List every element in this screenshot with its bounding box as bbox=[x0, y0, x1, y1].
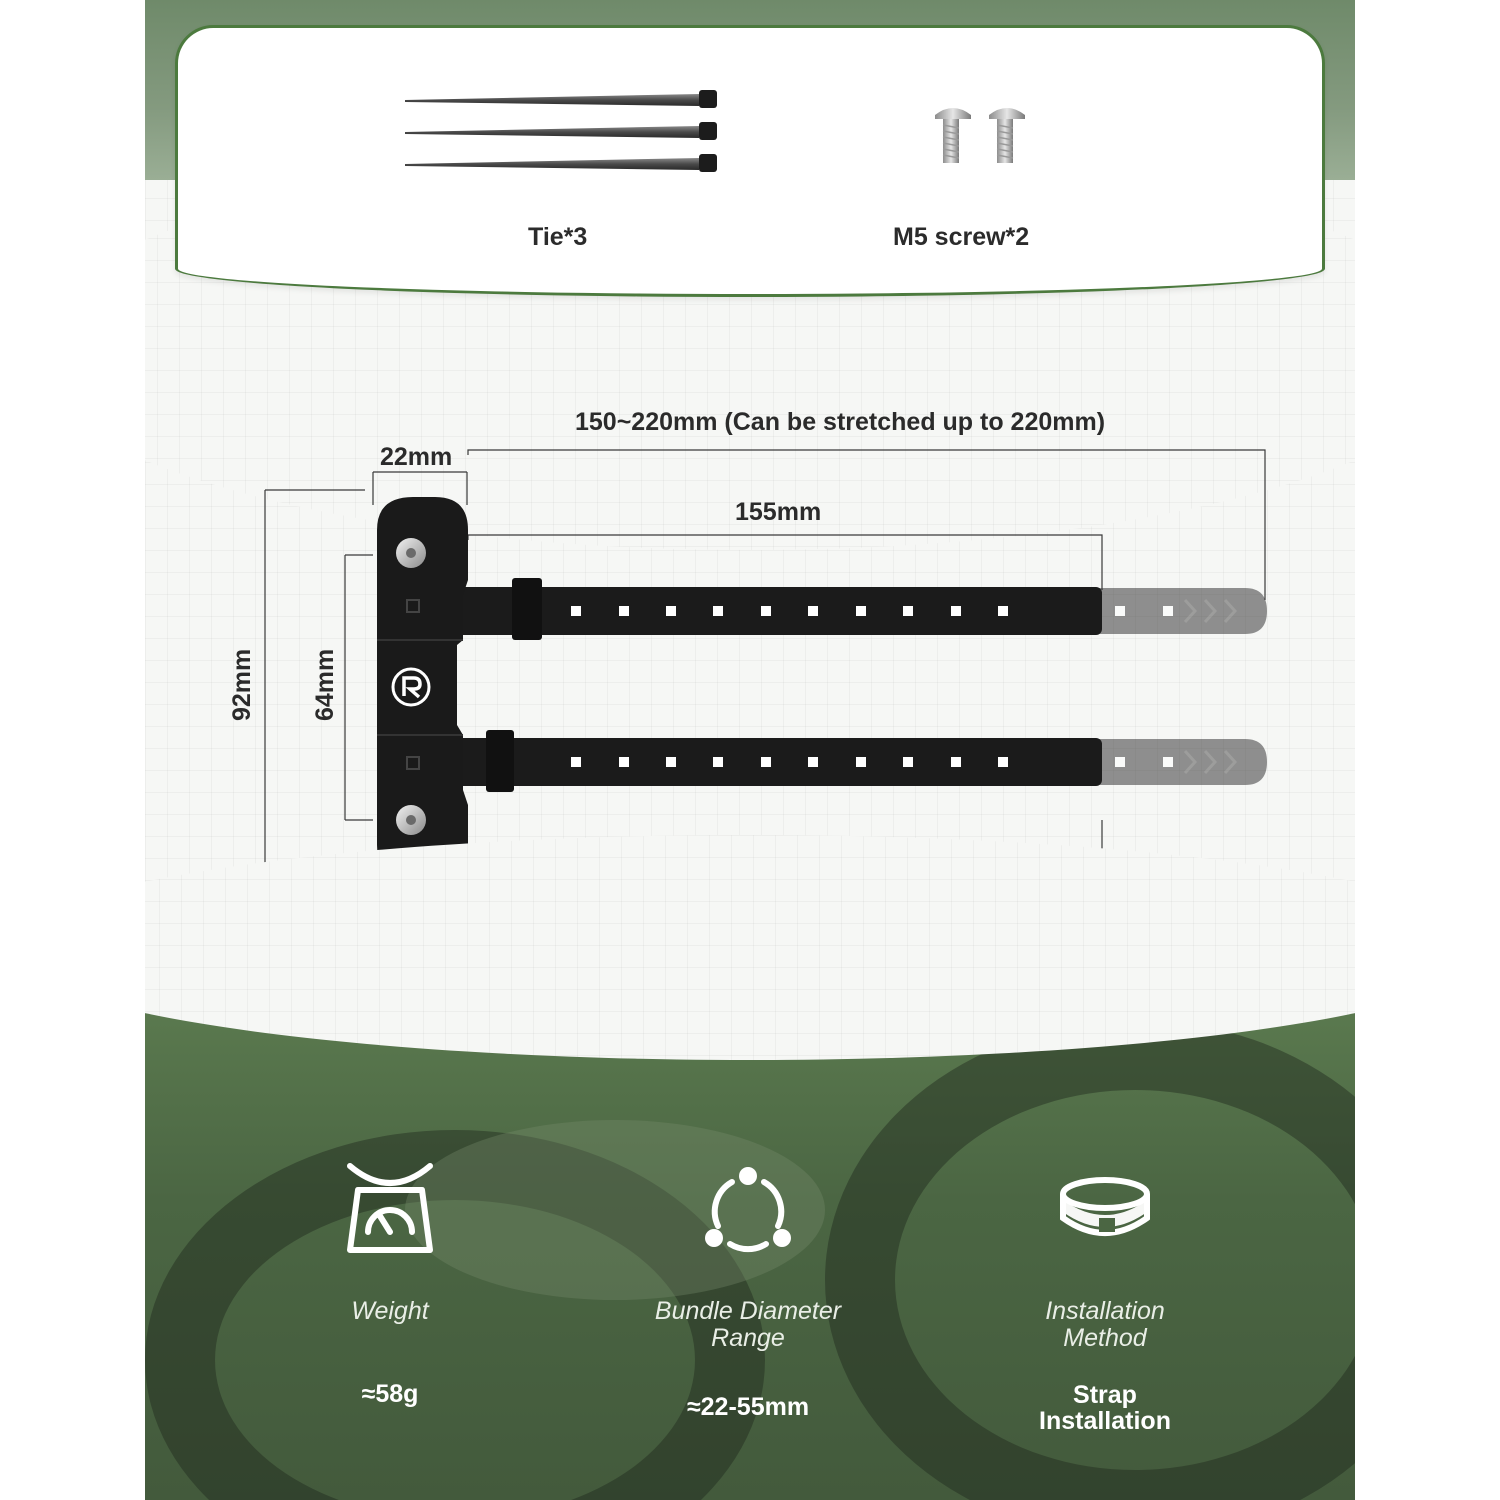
feature-installation bbox=[945, 1160, 1265, 1434]
bundle-diameter-icon bbox=[702, 1160, 794, 1256]
tie-label: Tie*3 bbox=[528, 223, 588, 251]
feature-weight bbox=[230, 1160, 550, 1407]
feature-value: Strap Installation bbox=[1039, 1381, 1171, 1435]
feature-value: ≈22-55mm bbox=[686, 1393, 810, 1421]
width-dimension-label: 22mm bbox=[380, 443, 453, 471]
feature-label: Weight bbox=[351, 1297, 429, 1325]
strap-ring-icon bbox=[1055, 1160, 1155, 1256]
mount-body bbox=[377, 497, 468, 880]
right-margin bbox=[1355, 0, 1500, 1500]
scale-icon bbox=[344, 1160, 436, 1256]
screw-label: M5 screw*2 bbox=[893, 223, 1030, 251]
height-inner-label: 64mm bbox=[311, 648, 339, 721]
strap-extension bbox=[1095, 588, 1267, 785]
strap-dimension-label: 155mm bbox=[735, 498, 822, 526]
product-panel bbox=[145, 0, 1355, 1500]
height-total-label: 92mm bbox=[228, 648, 256, 721]
feature-label: Bundle Diameter Range bbox=[654, 1297, 842, 1352]
left-margin bbox=[0, 0, 145, 1500]
stretch-dimension-label: 150~220mm (Can be stretched up to 220mm) bbox=[575, 408, 1106, 436]
feature-value: ≈58g bbox=[361, 1380, 419, 1408]
feature-bundle-diameter bbox=[588, 1160, 908, 1420]
feature-label: Installation Method bbox=[1045, 1297, 1165, 1352]
